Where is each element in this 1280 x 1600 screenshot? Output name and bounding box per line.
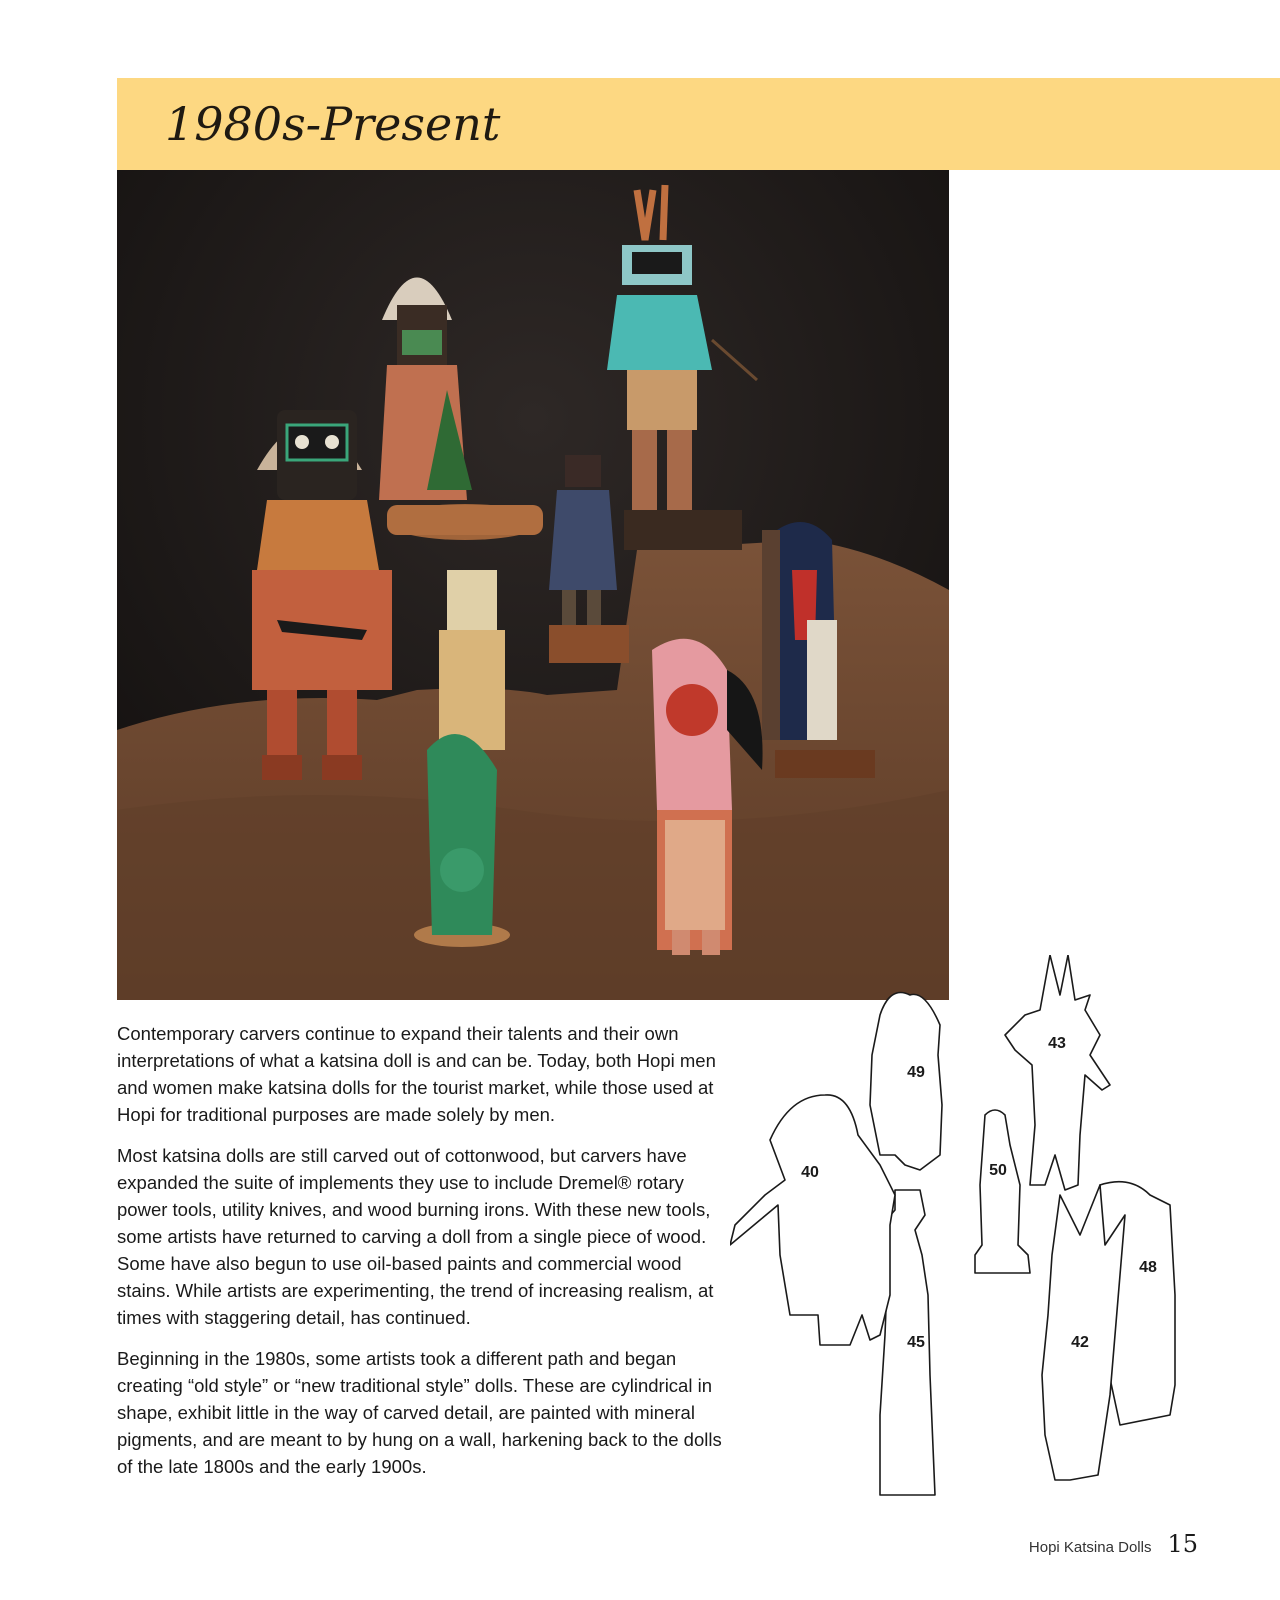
outline-49 (870, 993, 942, 1171)
label-42: 42 (1071, 1334, 1089, 1351)
page-footer (1029, 1530, 1198, 1558)
section-title-band (117, 78, 1280, 170)
label-49: 49 (907, 1064, 925, 1081)
label-48: 48 (1139, 1259, 1157, 1276)
paragraph: Beginning in the 1980s, some artists took a different path and began creating “old style” or “new traditional style” dolls. These are cylindrical in shape, exhibit little in the way of carved detail, are painted with mineral pigments, and are meant to by hung on a wall, harkening back to the dolls of the late 1800s and the early 1900s. (117, 1348, 722, 1477)
outline-40 (730, 1095, 895, 1345)
label-50: 50 (989, 1162, 1007, 1179)
paragraph: Most katsina dolls are still carved out of cottonwood, but carvers have expanded the suite of implements they use to include Dremel® rotary power tools, utility knives, and wood burning irons. With these new tools, some artists have returned to carving a doll from a single piece of wood. Some have also begun to use oil-based paints and commercial wood stains. While artists are experimenting, the trend of increasing realism, at times with staggering detail, has continued. (117, 1145, 714, 1328)
page-number: 15 (1167, 1530, 1198, 1558)
outline-50 (975, 1110, 1030, 1273)
katsina-dolls-photo (117, 170, 949, 1000)
label-40: 40 (801, 1164, 819, 1181)
body-text (117, 1020, 737, 1494)
label-43: 43 (1048, 1035, 1066, 1052)
section-title: 1980s-Present (165, 97, 501, 151)
doll-key-diagram (730, 955, 1230, 1515)
outline-43 (1005, 955, 1110, 1190)
paragraph: Contemporary carvers continue to expand their talents and their own interpretations of what a katsina doll is and can be. Today, both Hopi men and women make katsina dolls for the tourist market, while those used at Hopi for traditional purposes are made solely by men. (117, 1023, 716, 1125)
footer-book-title: Hopi Katsina Dolls (1028, 1539, 1152, 1556)
label-45: 45 (907, 1334, 925, 1351)
